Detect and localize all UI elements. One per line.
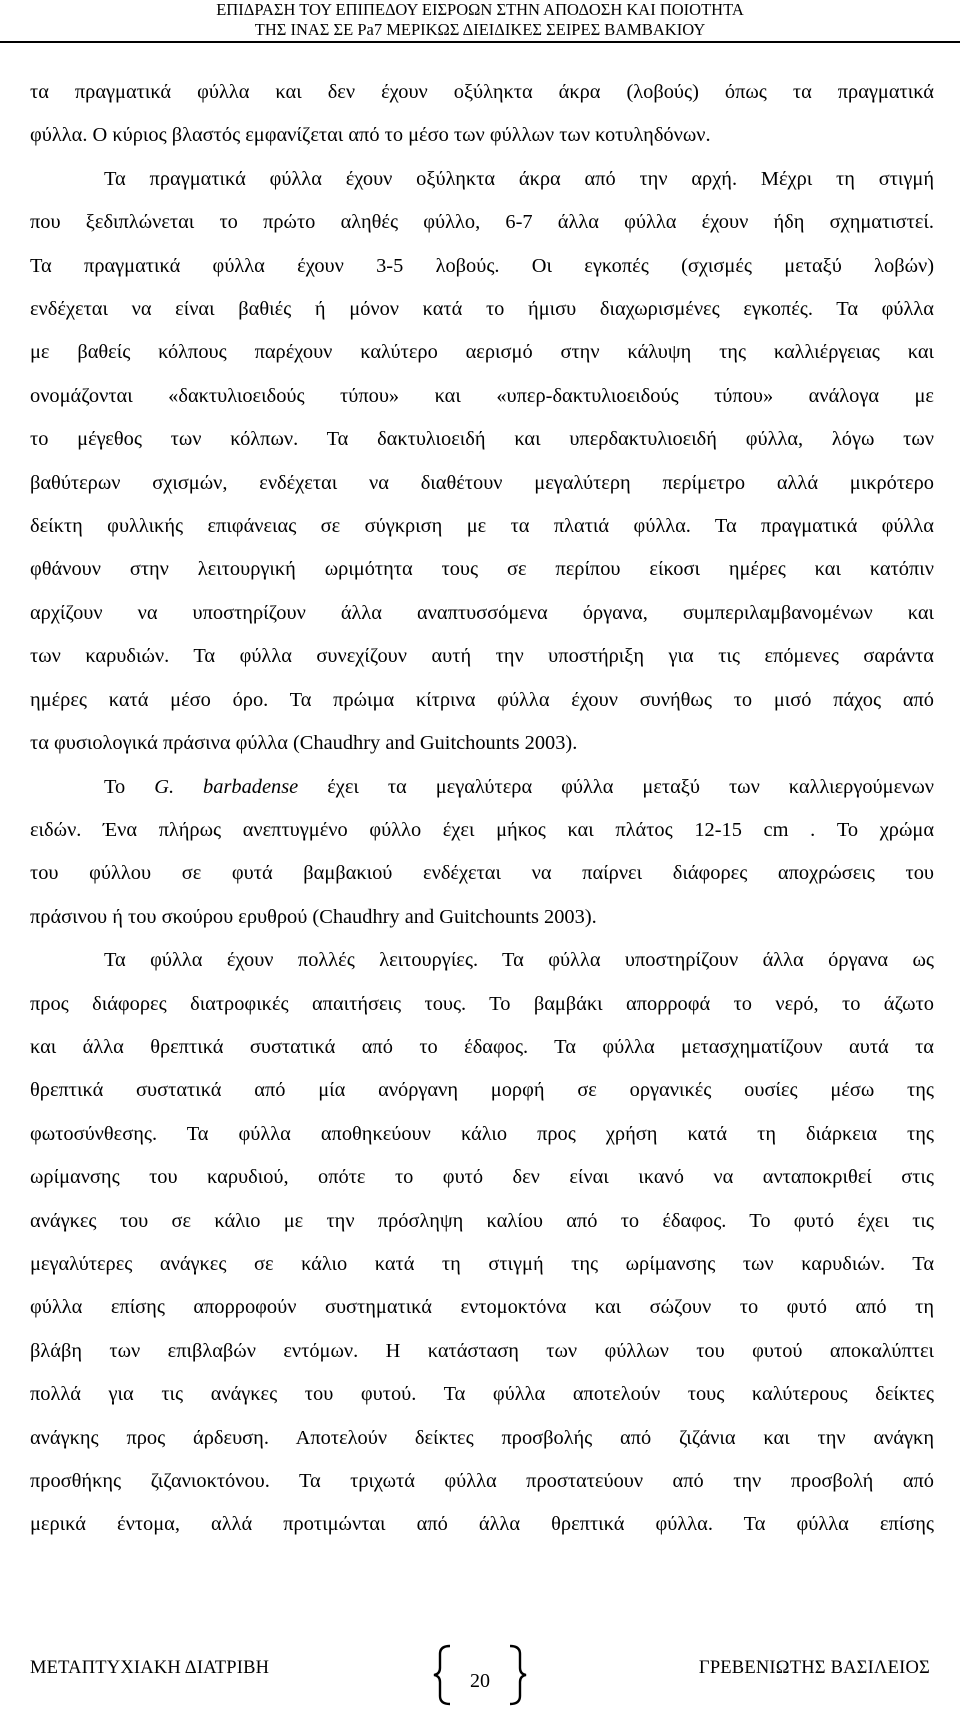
text-line: ημέρες κατά μέσο όρο. Τα πρώιμα κίτρινα φύλλα έχουν συνήθως το μισό πάχος από (30, 688, 934, 711)
running-header (0, 0, 960, 40)
text-line: ανάγκες του σε κάλιο με την πρόσληψη καλίου από το έδαφος. Το φυτό έχει τις (30, 1209, 934, 1232)
text-line: του φύλλου σε φυτά βαμβακιού ενδέχεται να παίρνει διάφορες αποχρώσεις του (30, 862, 934, 885)
text-line: και άλλα θρεπτικά συστατικά από το έδαφος. Τα φύλλα μετασχηματίζουν αυτά τα (30, 1035, 934, 1058)
paragraph-4 (30, 939, 934, 1547)
footer-author: ΓΡΕΒΕΝΙΩΤΗΣ ΒΑΣΙΛΕΙΟΣ (698, 1658, 930, 1678)
text-line: φθάνουν στην λειτουργική ωριμότητα τους σε περίπου είκοσι ημέρες και κατόπιν (30, 558, 934, 581)
text-line: που ξεδιπλώνεται το πρώτο αληθές φύλλο, 6-7 άλλα φύλλα έχουν ήδη σχηματιστεί. (30, 211, 934, 234)
text-line: προσθήκης ζιζανιοκτόνου. Τα τριχωτά φύλλα προστατεύουν από την προσβολή από (30, 1470, 934, 1492)
text-line: δείκτη φυλλικής επιφάνειας σε σύγκριση με τα πλατιά φύλλα. Τα πραγματικά φύλλα (30, 515, 934, 538)
text-line: φύλλα. Ο κύριος βλαστός εμφανίζεται από το μέσο των φύλλων των κοτυληδόνων. (30, 124, 711, 147)
species-name: G. barbadense (154, 775, 299, 798)
paragraph-1 (30, 71, 934, 158)
text-line: μεγαλύτερες ανάγκες σε κάλιο κατά τη στιγμή της ωρίμανσης των καρυδιών. Τα (30, 1252, 934, 1275)
text-line: βλάβη των επιβλαβών εντόμων. Η κατάσταση των φύλλων του φυτού αποκαλύπτει (30, 1339, 934, 1362)
running-header-line-1: ΕΠΙΔΡΑΣΗ ΤΟΥ ΕΠΙΠΕΔΟΥ ΕΙΣΡΟΩΝ ΣΤΗΝ ΑΠΟΔΟΣΗ ΚΑΙ ΠΟΙΟΤΗΤΑ (216, 0, 744, 19)
text-line: αρχίζουν να υποστηρίζουν άλλα αναπτυσσόμενα όργανα, συμπεριλαμβανομένων και (30, 601, 934, 624)
text-line: πολλά για τις ανάγκες του φυτού. Τα φύλλα αποτελούν τους καλύτερους δείκτες (30, 1383, 934, 1406)
body-text (30, 71, 934, 1547)
text-line: φωτοσύνθεσης. Τα φύλλα αποθηκεύουν κάλιο προς χρήση κατά τη διάρκεια της (30, 1122, 934, 1145)
text-line: των καρυδιών. Τα φύλλα συνεχίζουν αυτή την υποστήριξη για τις επόμενες σαράντα (30, 645, 934, 668)
page-number: 20 (470, 1670, 490, 1692)
text-line: βαθύτερων σχισμών, ενδέχεται να διαθέτουν μεγαλύτερη περίμετρο αλλά μικρότερο (30, 471, 934, 494)
text-line: με βαθείς κόλπους παρέχουν καλύτερο αερισμό στην κάλυψη της καλλιέργειας και (30, 341, 934, 364)
text-fragment: Το (104, 775, 155, 798)
text-line: τα πραγματικά φύλλα και δεν έχουν οξύληκτα άκρα (λοβούς) όπως τα πραγματικά (30, 81, 934, 103)
text-line: το μέγεθος των κόλπων. Τα δακτυλιοειδή και υπερδακτυλιοειδή φύλλα, λόγω των (30, 428, 934, 451)
text-line: ειδών. Ένα πλήρως ανεπτυγμένο φύλλο έχει μήκος και πλάτος 12-15 cm . Το χρώμα (30, 818, 934, 841)
header-rule (0, 41, 960, 43)
text-line: ανάγκης προς άρδευση. Αποτελούν δείκτες προσβολής από ζιζάνια και την ανάγκη (30, 1426, 934, 1449)
page-number-brackets (432, 1640, 528, 1710)
text-line: τα φυσιολογικά πράσινα φύλλα (Chaudhry and Guitchounts 2003). (30, 732, 578, 755)
text-line: θρεπτικά συστατικά από μία ανόργανη μορφή σε οργανικές ουσίες μέσω της (30, 1079, 934, 1102)
text-line: προς διάφορες διατροφικές απαιτήσεις τους. Το βαμβάκι απορροφά το νερό, το άζωτο (30, 992, 934, 1015)
text-line: Τα φύλλα έχουν πολλές λειτουργίες. Τα φύλλα υποστηρίζουν άλλα όργανα ως (104, 949, 934, 972)
text-line: πράσινου ή του σκούρου ερυθρού (Chaudhry and Guitchounts 2003). (30, 905, 597, 928)
text-line: Τα πραγματικά φύλλα έχουν οξύληκτα άκρα από την αρχή. Μέχρι τη στιγμή (104, 167, 934, 190)
text-line (30, 766, 934, 809)
text-line: μερικά έντομα, αλλά προτιμώνται από άλλα θρεπτικά φύλλα. Τα φύλλα επίσης (30, 1513, 934, 1536)
running-header-line-2: ΤΗΣ ΙΝΑΣ ΣΕ Pa7 ΜΕΡΙΚΩΣ ΔΙΕΙΔΙΚΕΣ ΣΕΙΡΕΣ ΒΑΜΒΑΚΙΟΥ (254, 20, 706, 39)
text-line: φύλλα επίσης απορροφούν συστηματικά εντομοκτόνα και σώζουν το φυτό από τη (30, 1296, 934, 1319)
footer-thesis-label: ΜΕΤΑΠΤΥΧΙΑΚΗ ΔΙΑΤΡΙΒΗ (30, 1658, 270, 1678)
text-fragment: έχει τα μεγαλύτερα φύλλα μεταξύ των καλλιεργούμενων (298, 775, 934, 798)
text-line: ενδέχεται να είναι βαθιές ή μόνον κατά το ήμισυ διαχωρισμένες εγκοπές. Τα φύλλα (30, 298, 934, 321)
paragraph-2 (30, 158, 934, 766)
text-line: Τα πραγματικά φύλλα έχουν 3-5 λοβούς. Οι εγκοπές (σχισμές μεταξύ λοβών) (30, 254, 934, 277)
text-line: ονομάζονται «δακτυλιοειδούς τύπου» και «υπερ-δακτυλιοειδούς τύπου» ανάλογα με (30, 384, 934, 407)
paragraph-3 (30, 766, 934, 940)
text-line: ωρίμανσης του καρυδιού, οπότε το φυτό δεν είναι ικανό να ανταποκριθεί στις (30, 1166, 934, 1189)
